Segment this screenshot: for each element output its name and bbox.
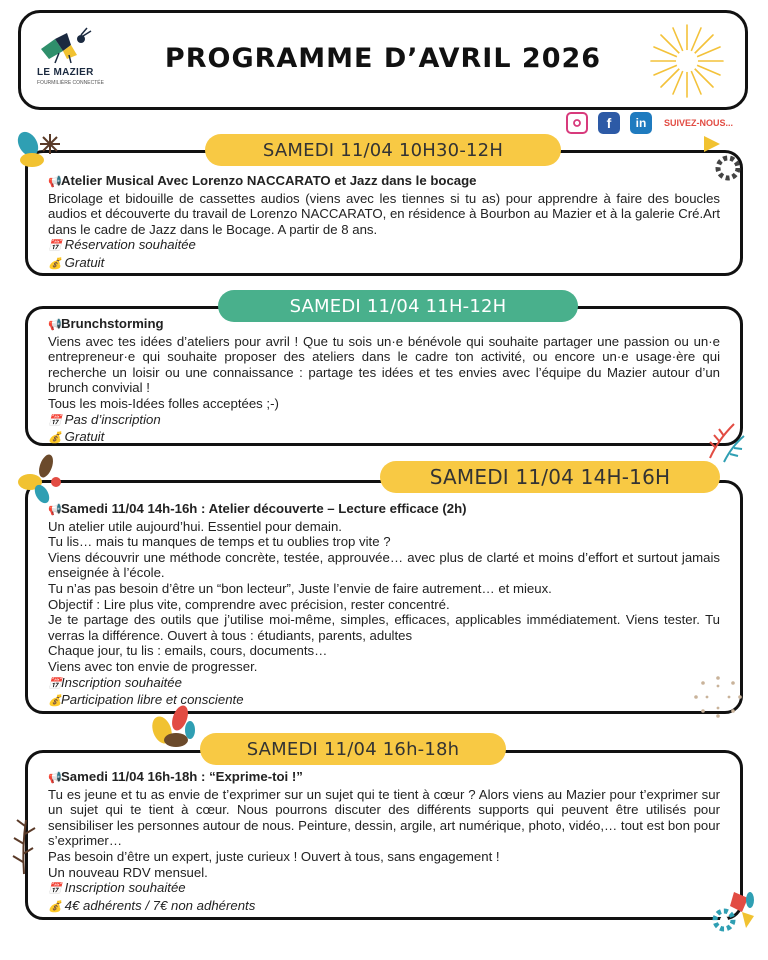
flower-decoration-icon: [16, 452, 68, 504]
event-4-price: 4€ adhérents / 7€ non adhérents: [64, 897, 256, 913]
event-1-title: Atelier Musical Avec Lorenzo NACCARATO et Jazz dans le bocage: [61, 173, 477, 188]
event-2-date-pill: SAMEDI 11/04 11H-12H: [218, 290, 578, 322]
event-4-reservation: Inscription souhaitée: [64, 880, 186, 896]
event-1-reservation: Réservation souhaitée: [64, 237, 196, 253]
facebook-icon[interactable]: f: [598, 112, 620, 134]
fern-decoration-icon: [704, 414, 748, 464]
logo-title: LE MAZIER: [37, 67, 94, 78]
money-bag-icon: 💰: [48, 257, 62, 270]
event-3-content: [48, 501, 720, 710]
event-3-line-1: Un atelier utile aujourd’hui. Essentiel pour demain.: [48, 518, 342, 534]
event-2-description: Viens avec tes idées d’ateliers pour avril ! Que tu sois un·e bénévole qui souhaite partager une passion ou un·e entrepreneur·e qui souhaite proposer des ateliers dans le cadre ton activité, ou encore un·e usage·ère qui recherche un loisir ou une connaissance : partage tes idées et tes envies avec l’équipe du Mazier autour d’un brunch convivial !: [48, 333, 720, 396]
event-3-line-3: Viens découvrir une méthode concrète, testée, approuvée… avec plus de clarté et moins d’effort et surtout jamais enseignée à l’école.: [48, 549, 720, 581]
event-3-line-5: Objectif : Lire plus vite, comprendre avec précision, rester concentré.: [48, 596, 450, 612]
event-3-line-6: Je te partage des outils que j’utilise moi-même, simples, efficaces, applicables immédiatement. Viens tester. Tu verras la différence. Ouvert à tous : étudiants, parents, adultes: [48, 612, 720, 643]
event-1-content: [48, 173, 720, 273]
event-2-title: Brunchstorming: [61, 316, 164, 331]
event-3-reservation: Inscription souhaitée: [61, 674, 182, 690]
leaf-decoration-icon: [14, 130, 64, 174]
ant-logo-icon: [37, 27, 97, 65]
money-bag-icon: 💰: [48, 900, 62, 913]
logo-subtitle: FOURMILIÈRE CONNECTÉE: [37, 80, 104, 86]
header-banner: [18, 10, 748, 110]
social-links: [566, 110, 733, 136]
event-3-title: Samedi 11/04 14h-16h : Atelier découverte – Lecture efficace (2h): [61, 501, 467, 516]
event-3-date-pill: SAMEDI 11/04 14H-16H: [380, 461, 720, 493]
event-3-line-8: Viens avec ton envie de progresser.: [48, 658, 258, 674]
event-4-line-3: Un nouveau RDV mensuel.: [48, 864, 208, 880]
event-3-line-2: Tu lis… mais tu manques de temps et tu oublies trop vite ?: [48, 534, 391, 550]
gear-flower-decoration-icon: [708, 888, 756, 936]
event-4-title: Samedi 11/04 16h-18h : “Exprime-toi !”: [61, 769, 303, 784]
event-4-line-2: Pas besoin d’être un expert, juste curieux ! Ouvert à tous, sans engagement !: [48, 848, 500, 864]
follow-us-link[interactable]: SUIVEZ-NOUS...: [664, 118, 734, 128]
megaphone-icon: 📢: [48, 319, 62, 331]
plant-decoration-icon: [140, 704, 200, 758]
gear-decoration-icon: [696, 136, 746, 182]
event-3-line-4: Tu n’as pas besoin d’être un “bon lecteur”, Juste l’envie de faire autrement… et mieux.: [48, 580, 552, 596]
event-4-date-pill: SAMEDI 11/04 16h-18h: [200, 733, 506, 765]
event-1-price: Gratuit: [64, 254, 105, 270]
calendar-icon: 📅: [48, 883, 62, 896]
page-title: PROGRAMME D’AVRIL 2026: [164, 43, 602, 74]
event-2-note: Tous les mois-Idées folles acceptées ;-): [48, 395, 279, 411]
megaphone-icon: 📢: [48, 772, 62, 784]
megaphone-icon: 📢: [48, 504, 62, 516]
sun-burst-icon: [647, 21, 727, 101]
event-4-content: [48, 769, 720, 915]
calendar-icon: 📅: [48, 240, 62, 253]
event-4-description: Tu es jeune et tu as envie de t’exprimer sur un sujet qui te tient à cœur ? Alors viens au Mazier pour t’exprimer sur un sujet qui te tient à cœur. Nous pourrons discuter des différents supports qui peuvent être utilisés pour sensibiliser les personnes autour de nous. Peinture, dessin, argile, art numérique, photo, vidéo,… tout est bon pour s’exprimer…: [48, 786, 720, 849]
linkedin-icon[interactable]: in: [630, 112, 652, 134]
instagram-icon[interactable]: [566, 112, 588, 134]
le-mazier-logo[interactable]: [37, 27, 107, 97]
money-bag-icon: 💰: [48, 432, 62, 445]
calendar-icon: 📅: [48, 677, 62, 690]
event-3-price: Participation libre et consciente: [61, 692, 244, 708]
event-2-reservation: Pas d’inscription: [64, 411, 161, 427]
dots-burst-icon: [690, 672, 746, 722]
calendar-icon: 📅: [48, 414, 62, 427]
event-3-line-7: Chaque jour, tu lis : emails, cours, documents…: [48, 643, 328, 659]
branch-decoration-icon: [6, 816, 40, 876]
event-2-price: Gratuit: [64, 429, 105, 445]
event-2-content: [48, 316, 720, 447]
megaphone-icon: 📢: [48, 176, 62, 188]
money-bag-icon: 💰: [48, 695, 62, 708]
event-1-date-pill: SAMEDI 11/04 10H30-12H: [205, 134, 561, 166]
event-1-description: Bricolage et bidouille de cassettes audios (viens avec les tiennes si tu as) pour apprendre à faire des boucles audios et découverte du travail de Lorenzo NACCARATO, en résidence à Bourbon au Mazier et à la galerie Cré.Art dans le cadre de Jazz dans le Bocage. A partir de 8 ans.: [48, 190, 720, 237]
